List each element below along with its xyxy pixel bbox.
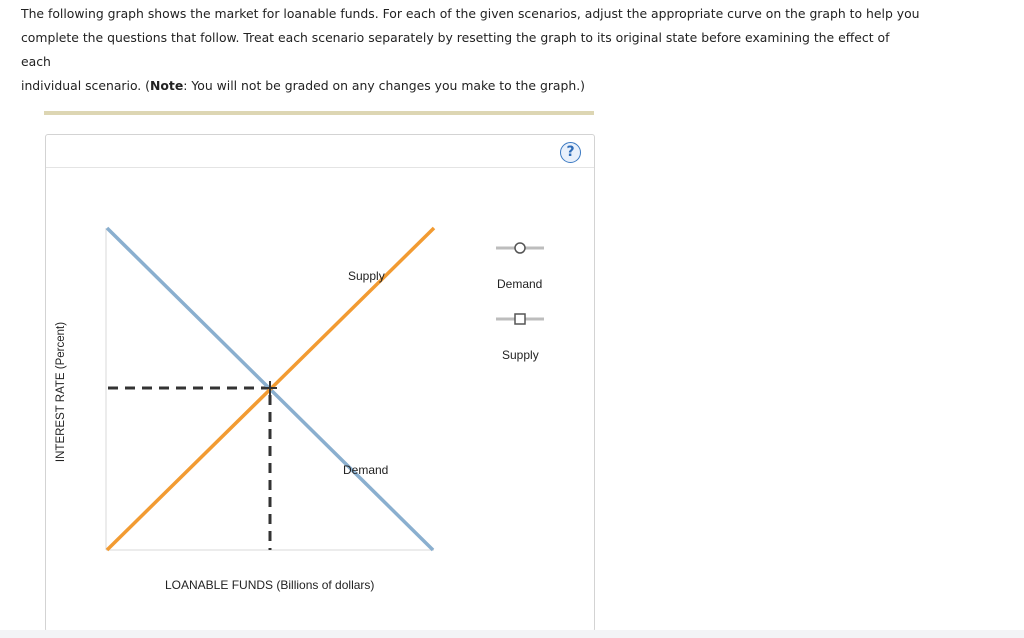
square-marker-icon[interactable] [515, 314, 525, 324]
instructions-line-3: individual scenario. (Note: You will not be graded on any changes you make to the graph.) [21, 78, 586, 93]
circle-marker-icon[interactable] [515, 243, 525, 253]
legend-supply-label: Supply [502, 348, 539, 362]
x-axis-label: LOANABLE FUNDS (Billions of dollars) [165, 578, 375, 592]
help-icon[interactable]: ? [560, 142, 581, 163]
instructions-line-2: complete the questions that follow. Treat each scenario separately by resetting the graph to its original state before examining the effect of each [21, 30, 890, 69]
supply-curve-label: Supply [348, 269, 385, 283]
y-axis-label: INTEREST RATE (Percent) [55, 321, 67, 463]
legend-demand-tool[interactable] [496, 243, 544, 253]
legend-demand-label: Demand [497, 277, 543, 291]
legend-supply-tool[interactable] [496, 314, 544, 324]
note-label: Note [150, 78, 184, 93]
page-bottom-strip [0, 630, 1024, 638]
demand-curve-label: Demand [343, 463, 389, 477]
instructions-line-1: The following graph shows the market for loanable funds. For each of the given scenarios, adjust the appropriate curve on the graph to help you [21, 6, 920, 21]
